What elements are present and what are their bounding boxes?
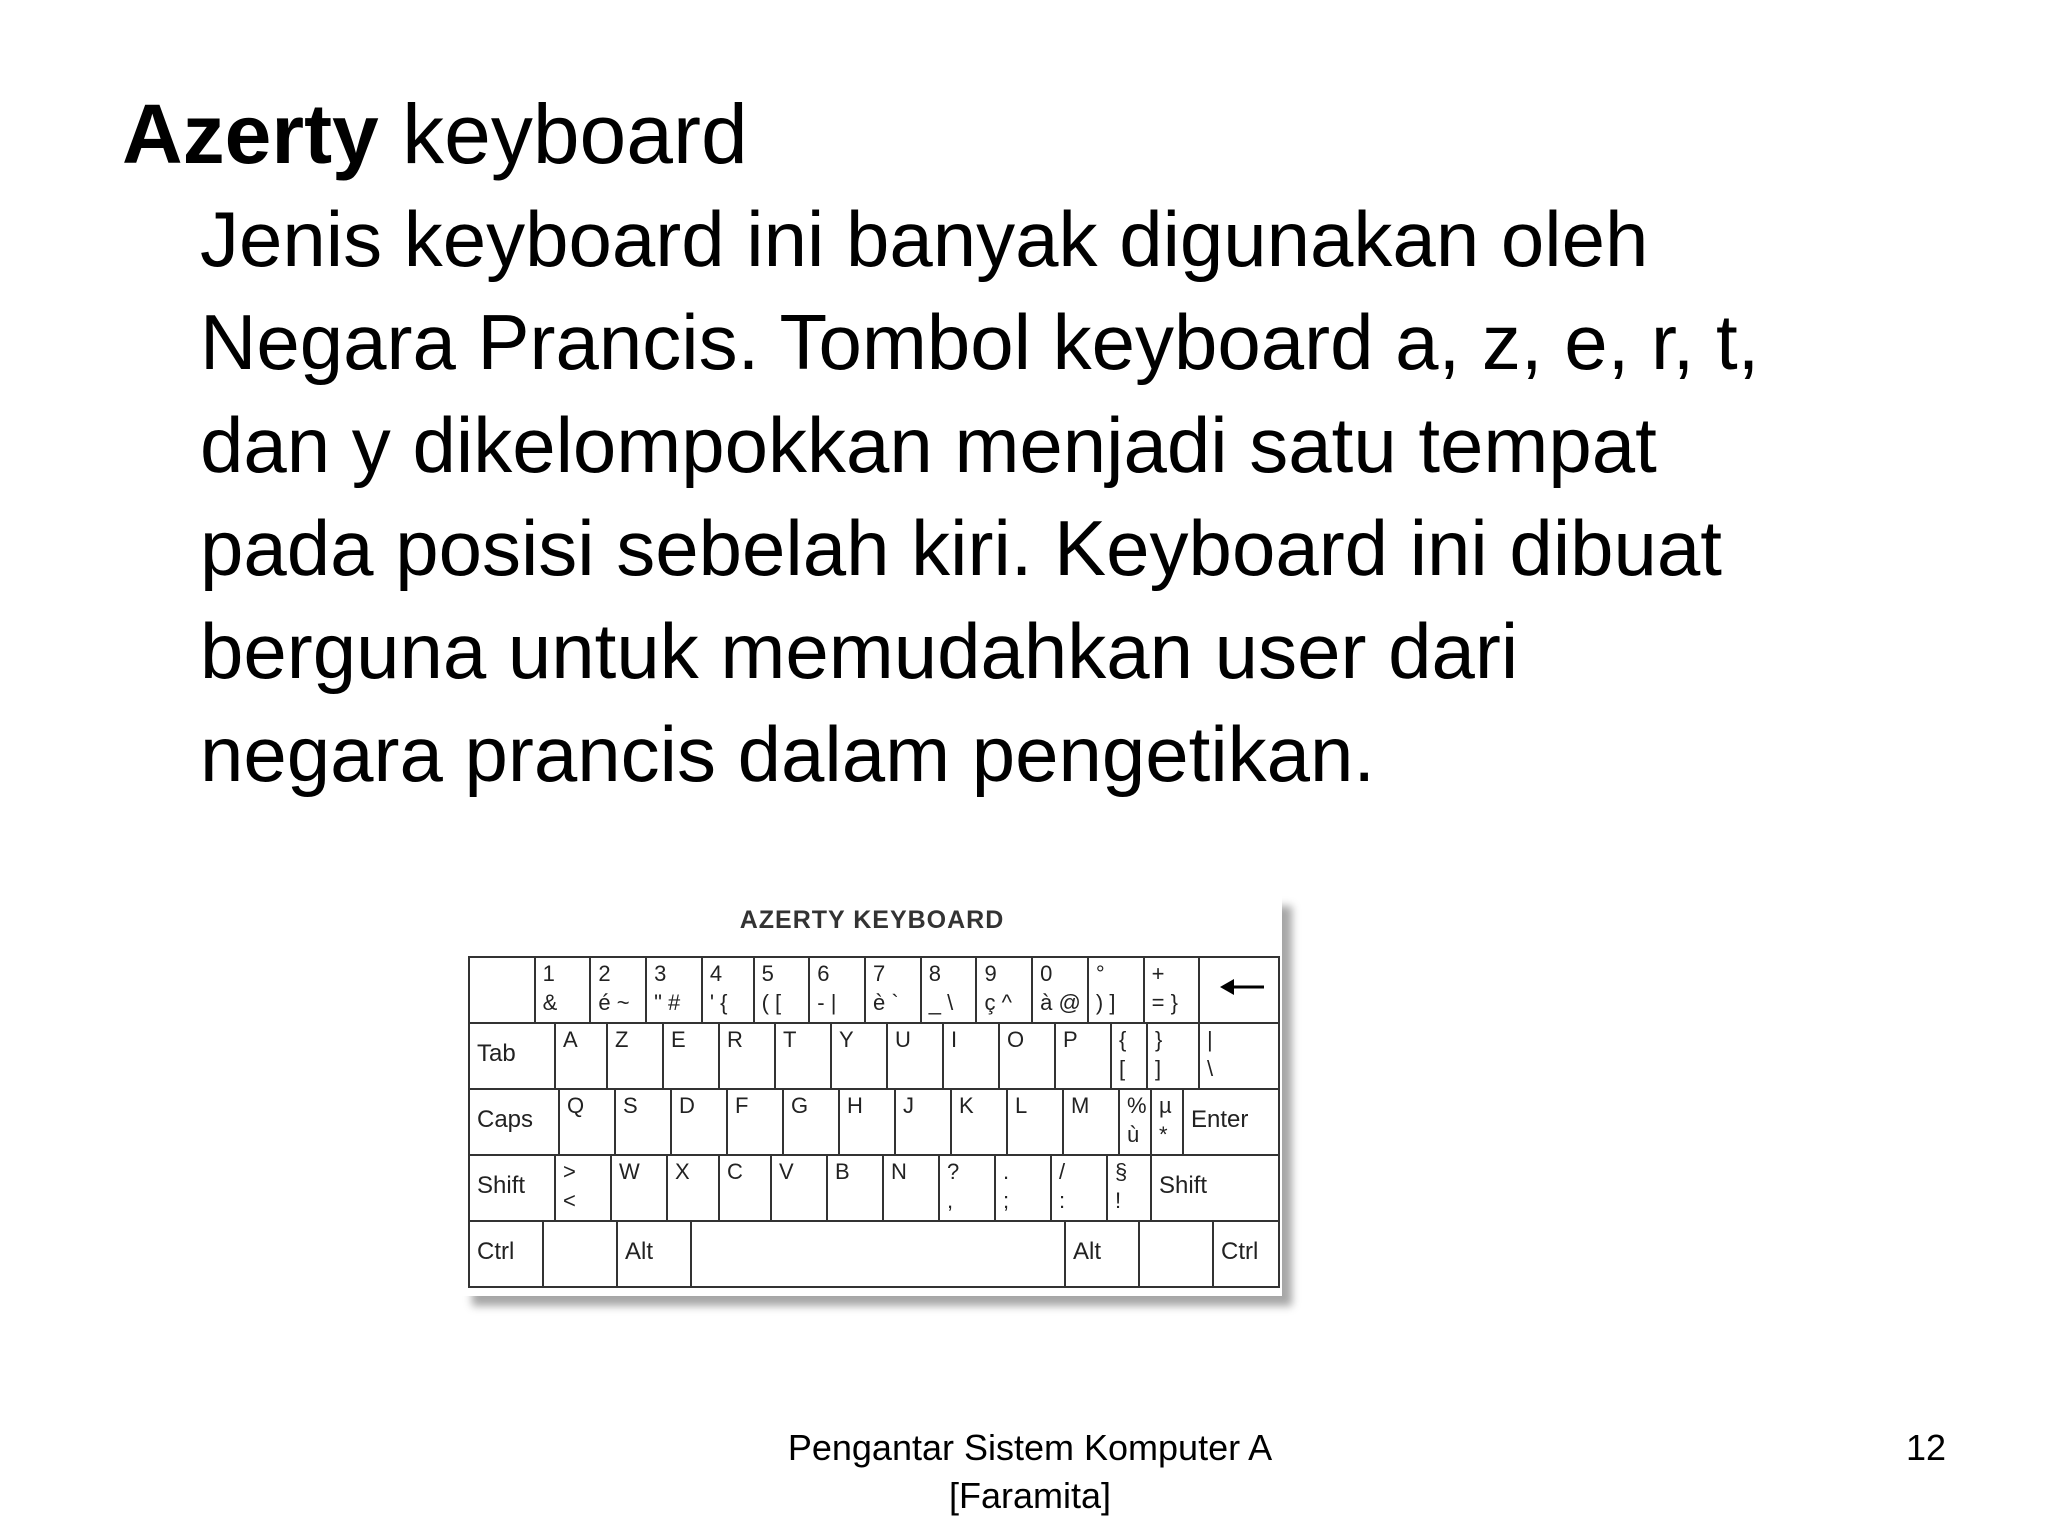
key-blank: [542, 1222, 616, 1286]
key-m: [1062, 1090, 1118, 1154]
key-z: [606, 1024, 662, 1088]
key-label-upper: }: [1155, 1027, 1163, 1052]
key-label-upper: §: [1115, 1159, 1128, 1184]
key-label-upper: ?: [947, 1159, 960, 1184]
key-label-lower: [: [1119, 1056, 1126, 1081]
key-label-lower: &: [542, 990, 558, 1015]
key-u: [886, 1024, 942, 1088]
key-label-lower: \: [1207, 1056, 1214, 1081]
key-enter: [1182, 1090, 1278, 1154]
key-label-upper: R: [727, 1027, 743, 1052]
key-l: [1006, 1090, 1062, 1154]
keyboard-row-home-letters: [470, 1088, 1278, 1154]
key-blank: [1138, 1222, 1212, 1286]
key-label: Ctrl: [1221, 1238, 1259, 1265]
footer-course: Pengantar Sistem Komputer A: [787, 1427, 1273, 1468]
key-label-upper: A: [563, 1027, 578, 1052]
slide-body: [200, 188, 1980, 806]
key-label-lower: ]: [1155, 1056, 1162, 1081]
key-label-upper: S: [623, 1093, 638, 1118]
azerty-keyboard-figure: [462, 896, 1282, 1296]
key-label-upper: O: [1007, 1027, 1025, 1052]
key-6: [808, 958, 864, 1022]
key-c: [718, 1156, 770, 1220]
key-label-upper: E: [671, 1027, 686, 1052]
key-f: [726, 1090, 782, 1154]
body-line: Jenis keyboard ini banyak digunakan oleh: [200, 195, 1649, 283]
body-line: berguna untuk memudahkan user dari: [200, 607, 1519, 695]
key-label-lower: ( [: [761, 990, 782, 1015]
key-symbol: [938, 1156, 994, 1220]
key-tab: [470, 1024, 554, 1088]
key-n: [882, 1156, 938, 1220]
key-label-upper: 2: [598, 961, 611, 986]
key-label-upper: .: [1003, 1159, 1010, 1184]
key-label-lower: - |: [817, 990, 837, 1015]
key-label-lower: ;: [1003, 1188, 1010, 1213]
key-label-upper: 5: [761, 961, 774, 986]
key-3: [645, 958, 701, 1022]
key-label-upper: 9: [984, 961, 997, 986]
key-blank: [690, 1222, 1064, 1286]
key-symbol: [1087, 958, 1143, 1022]
key-label-lower: *: [1159, 1122, 1168, 1147]
key-label-upper: °: [1095, 961, 1105, 986]
keyboard-grid: [468, 956, 1280, 1288]
key-r: [718, 1024, 774, 1088]
slide-title-bold: Azerty: [122, 87, 379, 181]
key-label-lower: !: [1115, 1188, 1122, 1213]
key-y: [830, 1024, 886, 1088]
key-q: [558, 1090, 614, 1154]
key-label-upper: 0: [1040, 961, 1053, 986]
key-symbol: [1150, 1090, 1182, 1154]
key-label: Enter: [1191, 1106, 1249, 1133]
key-label-lower: = }: [1151, 990, 1178, 1015]
key-symbol: [1198, 1024, 1258, 1088]
key-symbol: [994, 1156, 1050, 1220]
key-label: Alt: [625, 1238, 654, 1265]
key-label-upper: N: [891, 1159, 907, 1184]
key-label-upper: |: [1207, 1027, 1213, 1052]
key-e: [662, 1024, 718, 1088]
key-caps: [470, 1090, 558, 1154]
key-label-upper: >: [563, 1159, 576, 1184]
key-ctrl: [470, 1222, 542, 1286]
key-shift: [1150, 1156, 1278, 1220]
key-4: [701, 958, 753, 1022]
key-7: [864, 958, 920, 1022]
key-backspace: [1198, 958, 1278, 1022]
key-label-upper: J: [903, 1093, 914, 1118]
key-label-upper: T: [783, 1027, 797, 1052]
key-label-upper: µ: [1159, 1093, 1172, 1118]
key-label-lower: ,: [947, 1188, 954, 1213]
key-label-upper: 1: [542, 961, 555, 986]
key-label-upper: +: [1151, 961, 1165, 986]
keyboard-row-top-letters: [470, 1022, 1278, 1088]
key-label-upper: M: [1071, 1093, 1090, 1118]
key-label: Shift: [1159, 1172, 1208, 1199]
key-label: Alt: [1073, 1238, 1102, 1265]
key-5: [753, 958, 809, 1022]
key-label-upper: {: [1119, 1027, 1127, 1052]
key-label-upper: 4: [709, 961, 723, 986]
body-line: dan y dikelompokkan menjadi satu tempat: [200, 401, 1657, 489]
key-label: Ctrl: [477, 1238, 515, 1265]
key-label-upper: H: [847, 1093, 863, 1118]
key-j: [894, 1090, 950, 1154]
key-blank: [470, 958, 534, 1022]
key-label-lower: ' {: [709, 990, 728, 1015]
key-t: [774, 1024, 830, 1088]
key-g: [782, 1090, 838, 1154]
key-label-upper: I: [951, 1027, 958, 1052]
key-label-lower: " #: [654, 990, 681, 1015]
body-line: Negara Prancis. Tombol keyboard a, z, e, r, t,: [200, 298, 1760, 386]
page-number: 12: [1905, 1427, 1946, 1468]
key-9: [975, 958, 1031, 1022]
key-label-upper: L: [1015, 1093, 1028, 1118]
key-label-lower: _ \: [928, 990, 954, 1015]
key-label-upper: 3: [654, 961, 667, 986]
key-label-upper: Y: [839, 1027, 854, 1052]
key-label-upper: 7: [873, 961, 886, 986]
footer-author: [Faramita]: [948, 1475, 1112, 1516]
key-k: [950, 1090, 1006, 1154]
key-1: [534, 958, 590, 1022]
key-8: [920, 958, 976, 1022]
key-label-lower: à @: [1040, 990, 1081, 1015]
key-alt: [1064, 1222, 1138, 1286]
left-arrow-icon: [1218, 972, 1266, 1002]
key-symbol: [554, 1156, 610, 1220]
key-label: Caps: [477, 1106, 534, 1133]
key-label-upper: B: [835, 1159, 850, 1184]
key-label-upper: P: [1063, 1027, 1078, 1052]
key-label-lower: ) ]: [1095, 990, 1116, 1015]
key-label-upper: D: [679, 1093, 695, 1118]
key-label-lower: é ~: [598, 990, 630, 1015]
key-b: [826, 1156, 882, 1220]
key-label-upper: U: [895, 1027, 911, 1052]
key-label: Tab: [477, 1040, 516, 1067]
key-label: Shift: [477, 1172, 526, 1199]
key-label-upper: 6: [817, 961, 830, 986]
keyboard-row-numbers: [470, 958, 1278, 1022]
key-alt: [616, 1222, 690, 1286]
key-symbol: [1118, 1090, 1150, 1154]
key-h: [838, 1090, 894, 1154]
key-w: [610, 1156, 666, 1220]
key-0: [1031, 958, 1087, 1022]
key-d: [670, 1090, 726, 1154]
body-line: pada posisi sebelah kiri. Keyboard ini dibuat: [200, 504, 1722, 592]
key-ctrl: [1212, 1222, 1278, 1286]
key-label-upper: C: [727, 1159, 743, 1184]
key-label-upper: F: [735, 1093, 749, 1118]
key-label-upper: /: [1059, 1159, 1066, 1184]
key-a: [554, 1024, 606, 1088]
body-line: negara prancis dalam pengetikan.: [200, 710, 1376, 798]
key-x: [666, 1156, 718, 1220]
keyboard-figure-title: AZERTY KEYBOARD: [739, 906, 1005, 934]
key-2: [589, 958, 645, 1022]
key-symbol: [1146, 1024, 1198, 1088]
slide-title: [122, 84, 748, 184]
keyboard-row-modifiers: [470, 1220, 1278, 1286]
key-label-upper: Z: [615, 1027, 629, 1052]
key-label-upper: G: [791, 1093, 809, 1118]
key-label-lower: :: [1059, 1188, 1066, 1213]
slide-footer: [700, 1424, 1360, 1520]
key-symbol: [1050, 1156, 1106, 1220]
key-v: [770, 1156, 826, 1220]
key-label-upper: %: [1127, 1093, 1147, 1118]
key-s: [614, 1090, 670, 1154]
key-o: [998, 1024, 1054, 1088]
key-p: [1054, 1024, 1110, 1088]
key-label-upper: K: [959, 1093, 974, 1118]
key-symbol: [1110, 1024, 1146, 1088]
key-label-lower: ç ^: [984, 990, 1012, 1015]
key-label-lower: <: [563, 1188, 576, 1213]
key-shift: [470, 1156, 554, 1220]
key-label-lower: ù: [1127, 1122, 1140, 1147]
key-label-upper: Q: [567, 1093, 585, 1118]
key-label-upper: V: [779, 1159, 794, 1184]
key-label-upper: X: [675, 1159, 690, 1184]
keyboard-row-bottom-letters: [470, 1154, 1278, 1220]
key-symbol: [1106, 1156, 1150, 1220]
key-i: [942, 1024, 998, 1088]
key-label-lower: è `: [873, 990, 899, 1015]
key-label-upper: 8: [928, 961, 941, 986]
slide-title-rest: keyboard: [378, 87, 748, 181]
key-label-upper: W: [619, 1159, 640, 1184]
key-symbol: [1143, 958, 1199, 1022]
